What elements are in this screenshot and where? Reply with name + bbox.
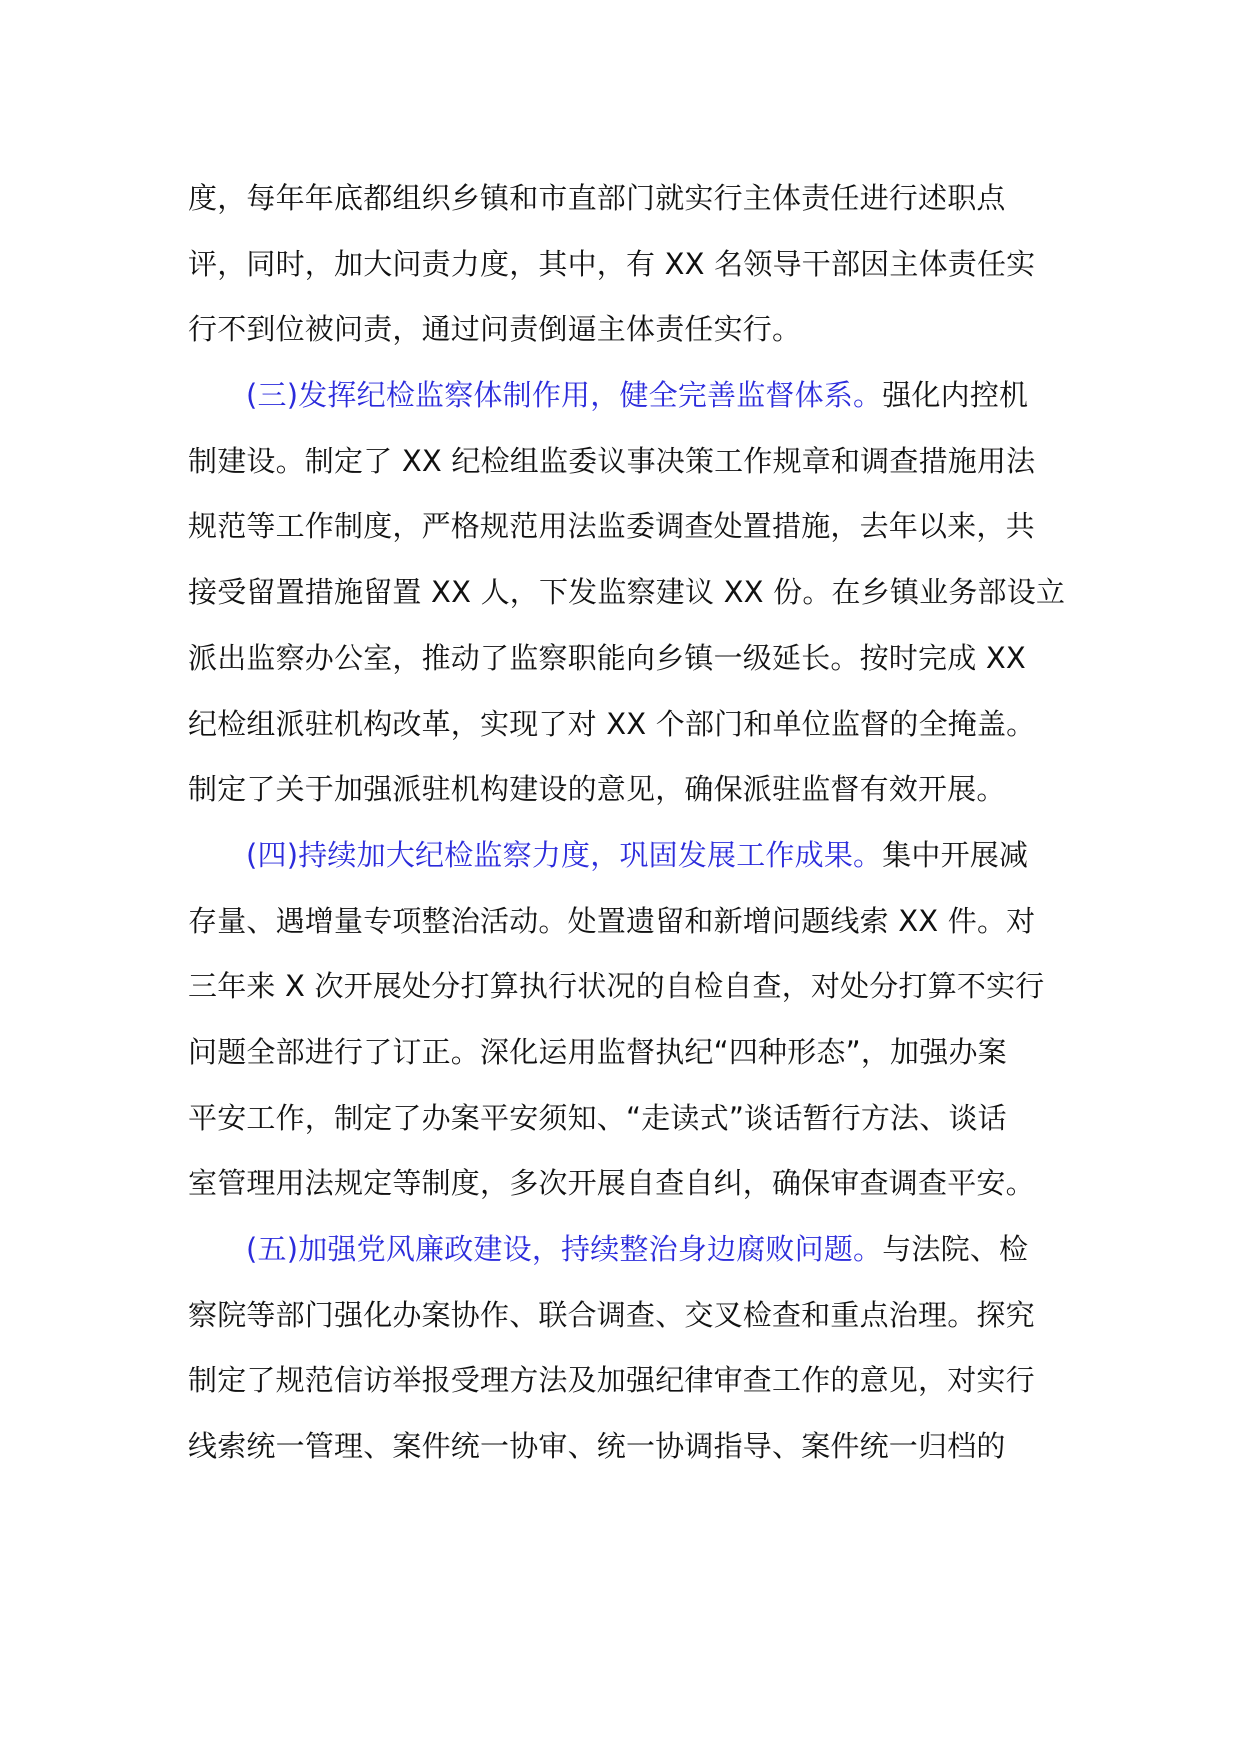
text-line [188,1348,1058,1414]
line-text: 室管理用法规定等制度，多次开展自查自纠，确保审查调查平安。 [188,1166,1035,1201]
text-line [188,560,1066,626]
line-text: 接受留置措施留置 XX 人，下发监察建议 XX 份。在乡镇业务部设立 [188,575,1066,610]
line-text: 制建设。制定了 XX 纪检组监委议事决策工作规章和调查措施用法 [188,443,1036,478]
text-line [188,757,1058,823]
section-5-first-line [188,1217,1058,1283]
line-text: 派出监察办公室，推动了监察职能向乡镇一级延长。按时完成 XX [188,640,1026,675]
line-text: 评，同时，加大问责力度，其中，有 XX 名领导干部因主体责任实 [188,246,1036,281]
text-line [188,626,1058,692]
line-text: 制定了关于加强派驻机构建设的意见，确保派驻监督有效开展。 [188,772,1006,807]
line-text: 察院等部门强化办案协作、联合调查、交叉检查和重点治理。探究 [188,1297,1035,1332]
section-3-heading: (三)发挥纪检监察体制作用，健全完善监督体系。 [246,378,883,413]
line-text: 问题全部进行了订正。深化运用监督执纪“四种形态”，加强办案 [188,1034,1007,1069]
line-text: 与法院、检 [882,1232,1029,1266]
text-line [188,1151,1058,1217]
line-text: 行不到位被问责，通过问责倒逼主体责任实行。 [188,312,802,347]
text-line [188,889,1058,955]
text-line [188,429,1058,495]
line-text: 集中开展减 [882,837,1029,872]
line-text: 度，每年年底都组织乡镇和市直部门就实行主体责任进行述职点 [188,181,1006,215]
line-text: 线索统一管理、案件统一协审、统一协调指导、案件统一归档的 [188,1429,1006,1464]
section-4-first-line [188,823,1058,889]
line-text: 强化内控机 [882,378,1029,413]
text-line [188,692,1058,758]
line-text: 平安工作，制定了办案平安须知、“走读式”谈话暂行方法、谈话 [188,1100,1007,1135]
text-line [188,1283,1058,1349]
text-line [188,166,1058,232]
text-line [188,954,1058,1020]
line-text: 制定了规范信访举报受理方法及加强纪律审查工作的意见，对实行 [188,1363,1035,1398]
section-5-heading: (五)加强党风廉政建设，持续整治身边腐败问题。 [246,1232,883,1266]
document-body [188,166,1066,1480]
text-line [188,232,1058,298]
text-line [188,494,1058,560]
text-line [188,297,1058,363]
text-line [188,1020,1058,1086]
section-4-heading: (四)持续加大纪检监察力度，巩固发展工作成果。 [246,837,883,872]
text-line [188,1086,1058,1152]
section-3-first-line [188,363,1058,429]
line-text: 纪检组派驻机构改革，实现了对 XX 个部门和单位监督的全掩盖。 [188,706,1036,741]
text-line [188,1414,1058,1480]
line-text: 三年来 X 次开展处分打算执行状况的自检自查，对处分打算不实行 [188,969,1045,1004]
line-text: 规范等工作制度，严格规范用法监委调查处置措施，去年以来，共 [188,509,1035,544]
line-text: 存量、遇增量专项整治活动。处置遗留和新增问题线索 XX 件。对 [188,903,1036,938]
